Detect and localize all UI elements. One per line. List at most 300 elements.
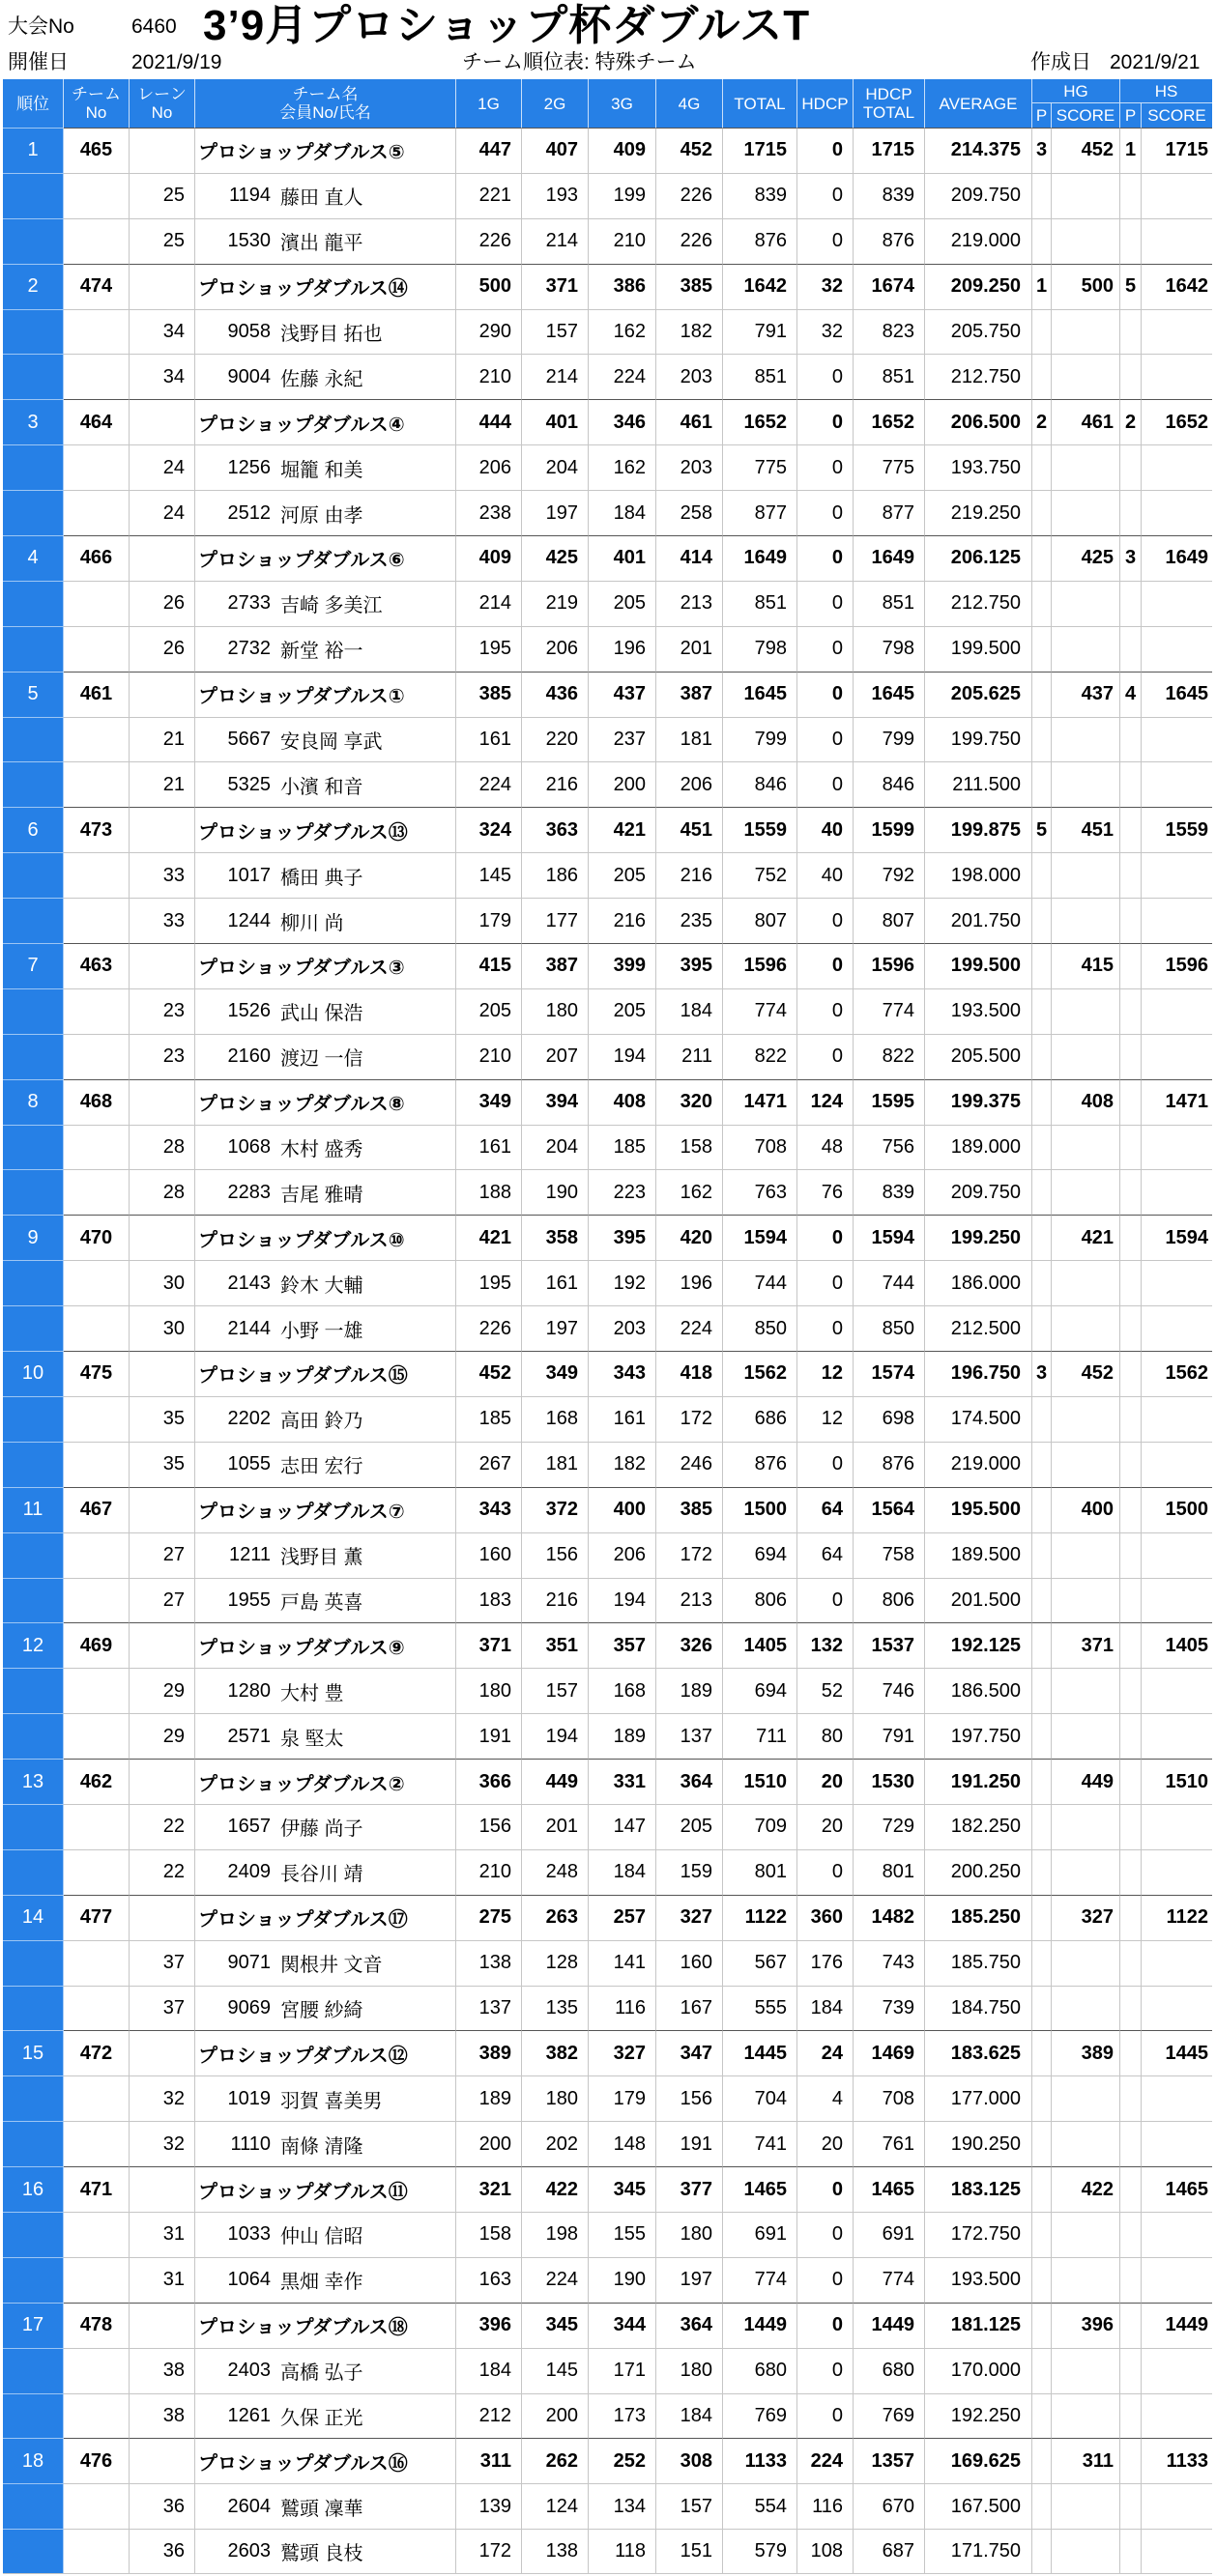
game4-score-cell: 418 — [656, 1351, 723, 1396]
member-row — [3, 444, 1212, 490]
col-hs-score-label: SCORE — [1147, 106, 1206, 125]
average-cell: 199.500 — [925, 943, 1032, 988]
member-name: 吉尾 雅晴 — [280, 1184, 363, 1206]
hdcp-cell: 0 — [797, 2166, 854, 2212]
member-name: 渡辺 一信 — [280, 1048, 363, 1071]
total-score-cell: 876 — [723, 1442, 797, 1487]
hdcp-cell: 0 — [797, 1442, 854, 1487]
rank-cell — [3, 2075, 64, 2121]
game2-score-cell: 181 — [522, 1442, 589, 1487]
hs-score-cell — [1142, 2483, 1212, 2529]
rank-cell — [3, 581, 64, 626]
col-hg-place-label: P — [1035, 106, 1048, 125]
hs-place-cell — [1120, 2030, 1142, 2075]
hdcp-total-cell: 698 — [854, 1396, 925, 1442]
game3-score-cell: 171 — [589, 2348, 656, 2393]
game4-score-cell: 197 — [656, 2257, 723, 2303]
hg-place-cell — [1032, 1804, 1052, 1849]
rank-cell — [3, 1940, 64, 1986]
hs-score-cell: 1715 — [1142, 128, 1212, 173]
hg-score-cell: 415 — [1052, 943, 1120, 988]
hs-score-cell — [1142, 761, 1212, 807]
hs-place-cell: 5 — [1120, 264, 1142, 309]
team-no-cell: 471 — [64, 2166, 130, 2212]
member-row — [3, 898, 1212, 943]
hs-score-cell: 1649 — [1142, 535, 1212, 581]
hs-place-cell — [1120, 2348, 1142, 2393]
game4-score-cell: 182 — [656, 309, 723, 355]
game4-score-cell: 226 — [656, 218, 723, 264]
game2-score-cell: 200 — [522, 2393, 589, 2439]
report-header — [0, 0, 1216, 79]
team-ranking-table — [3, 79, 1212, 2574]
game2-score-cell: 180 — [522, 2075, 589, 2121]
team-no-cell: 463 — [64, 943, 130, 988]
lane-no-cell: 38 — [130, 2348, 195, 2393]
total-score-cell: 769 — [723, 2393, 797, 2439]
team-no-cell — [64, 1578, 130, 1623]
hg-place-cell — [1032, 1849, 1052, 1895]
hs-place-cell — [1120, 1895, 1142, 1940]
member-name: 佐藤 永紀 — [280, 368, 363, 390]
col-game3 — [589, 79, 656, 128]
hg-score-cell: 408 — [1052, 1079, 1120, 1125]
team-row — [3, 672, 1212, 717]
lane-no-cell: 34 — [130, 354, 195, 399]
average-cell: 195.500 — [925, 1487, 1032, 1532]
lane-no-cell — [130, 1079, 195, 1125]
hg-score-cell: 437 — [1052, 672, 1120, 717]
total-score-cell: 1122 — [723, 1895, 797, 1940]
hs-score-cell — [1142, 2121, 1212, 2166]
member-name: 濱出 龍平 — [280, 233, 363, 255]
game1-score-cell: 206 — [456, 444, 522, 490]
hdcp-cell: 124 — [797, 1079, 854, 1125]
team-no-cell — [64, 761, 130, 807]
hdcp-total-cell: 769 — [854, 2393, 925, 2439]
team-no-cell — [64, 444, 130, 490]
game3-score-cell: 190 — [589, 2257, 656, 2303]
member-name: 橋田 典子 — [280, 867, 363, 889]
game1-score-cell: 452 — [456, 1351, 522, 1396]
member-name: 鷲頭 良枝 — [280, 2543, 363, 2565]
hg-score-cell — [1052, 1305, 1120, 1351]
lane-no-cell: 36 — [130, 2483, 195, 2529]
hg-score-cell — [1052, 1578, 1120, 1623]
game2-score-cell: 177 — [522, 898, 589, 943]
hdcp-cell: 0 — [797, 626, 854, 672]
hg-score-cell — [1052, 581, 1120, 626]
col-high-series — [1120, 79, 1212, 103]
hg-score-cell — [1052, 1668, 1120, 1713]
game2-score-cell: 204 — [522, 1125, 589, 1170]
hg-score-cell — [1052, 1442, 1120, 1487]
average-cell: 170.000 — [925, 2348, 1032, 2393]
member-name: 高田 鈴乃 — [280, 1411, 363, 1433]
game2-score-cell: 161 — [522, 1260, 589, 1305]
hg-place-cell — [1032, 490, 1052, 535]
game1-score-cell: 415 — [456, 943, 522, 988]
average-cell: 200.250 — [925, 1849, 1032, 1895]
game1-score-cell: 290 — [456, 309, 522, 355]
hg-place-cell — [1032, 1215, 1052, 1260]
game2-score-cell: 394 — [522, 1079, 589, 1125]
lane-no-cell: 32 — [130, 2075, 195, 2121]
lane-no-cell: 37 — [130, 1940, 195, 1986]
team-no-cell — [64, 1034, 130, 1079]
rank-cell — [3, 717, 64, 762]
game2-score-cell: 197 — [522, 1305, 589, 1351]
game1-score-cell: 156 — [456, 1804, 522, 1849]
member-cell — [195, 898, 456, 943]
team-no-cell — [64, 2257, 130, 2303]
hdcp-total-cell: 774 — [854, 2257, 925, 2303]
member-row — [3, 2121, 1212, 2166]
col-name-line1: チーム名 — [292, 85, 359, 103]
game3-score-cell: 400 — [589, 1487, 656, 1532]
hs-score-cell — [1142, 2075, 1212, 2121]
total-score-cell: 775 — [723, 444, 797, 490]
member-name: 武山 保浩 — [280, 1003, 363, 1025]
hg-place-cell — [1032, 354, 1052, 399]
col-game4 — [656, 79, 723, 128]
hs-score-cell — [1142, 852, 1212, 898]
member-cell — [195, 761, 456, 807]
member-no: 2409 — [227, 1861, 271, 1883]
game1-score-cell: 180 — [456, 1668, 522, 1713]
hdcp-total-cell: 792 — [854, 852, 925, 898]
total-score-cell: 798 — [723, 626, 797, 672]
member-no: 1526 — [227, 1000, 271, 1022]
hdcp-cell: 0 — [797, 490, 854, 535]
hs-score-cell — [1142, 1849, 1212, 1895]
hg-place-cell — [1032, 2348, 1052, 2393]
member-no: 2143 — [227, 1272, 271, 1294]
game2-score-cell: 128 — [522, 1940, 589, 1986]
col-game1 — [456, 79, 522, 128]
game2-score-cell: 204 — [522, 444, 589, 490]
hdcp-cell: 0 — [797, 2393, 854, 2439]
game1-score-cell: 343 — [456, 1487, 522, 1532]
lane-no-cell: 21 — [130, 717, 195, 762]
lane-no-cell: 23 — [130, 988, 195, 1034]
game3-score-cell: 173 — [589, 2393, 656, 2439]
game1-score-cell: 238 — [456, 490, 522, 535]
team-no-cell: 476 — [64, 2438, 130, 2483]
hs-place-cell — [1120, 444, 1142, 490]
member-no: 1657 — [227, 1816, 271, 1838]
game1-score-cell: 396 — [456, 2303, 522, 2348]
team-no-cell — [64, 2348, 130, 2393]
member-cell — [195, 1578, 456, 1623]
total-score-cell: 752 — [723, 852, 797, 898]
hg-score-cell — [1052, 490, 1120, 535]
rank-cell: 2 — [3, 264, 64, 309]
member-row — [3, 1442, 1212, 1487]
col-game2-label: 2G — [543, 94, 566, 113]
hg-score-cell: 500 — [1052, 264, 1120, 309]
average-cell: 193.750 — [925, 444, 1032, 490]
hg-place-cell — [1032, 173, 1052, 218]
average-cell: 171.750 — [925, 2529, 1032, 2574]
hg-score-cell: 451 — [1052, 807, 1120, 852]
game4-score-cell: 385 — [656, 1487, 723, 1532]
game4-score-cell: 377 — [656, 2166, 723, 2212]
hg-place-cell — [1032, 535, 1052, 581]
member-row — [3, 1532, 1212, 1578]
game1-score-cell: 500 — [456, 264, 522, 309]
game3-score-cell: 421 — [589, 807, 656, 852]
hs-place-cell — [1120, 2393, 1142, 2439]
team-name-cell: プロショップダブルス⑬ — [195, 807, 456, 852]
game4-score-cell: 203 — [656, 354, 723, 399]
team-row — [3, 1215, 1212, 1260]
hdcp-cell: 108 — [797, 2529, 854, 2574]
hs-place-cell — [1120, 1169, 1142, 1215]
hg-place-cell — [1032, 672, 1052, 717]
member-cell — [195, 581, 456, 626]
member-cell — [195, 2393, 456, 2439]
team-no-cell: 465 — [64, 128, 130, 173]
team-no-cell — [64, 309, 130, 355]
hs-place-cell — [1120, 2257, 1142, 2303]
hs-place-cell — [1120, 173, 1142, 218]
member-cell — [195, 1442, 456, 1487]
game4-score-cell: 364 — [656, 1759, 723, 1804]
game1-score-cell: 158 — [456, 2212, 522, 2257]
game4-score-cell: 347 — [656, 2030, 723, 2075]
col-hs-place-label: P — [1124, 106, 1137, 125]
rank-cell: 13 — [3, 1759, 64, 1804]
game4-score-cell: 205 — [656, 1804, 723, 1849]
member-row — [3, 1578, 1212, 1623]
game3-score-cell: 200 — [589, 761, 656, 807]
member-row — [3, 1986, 1212, 2031]
rank-cell: 1 — [3, 128, 64, 173]
lane-no-cell: 31 — [130, 2212, 195, 2257]
hdcp-total-cell: 775 — [854, 444, 925, 490]
total-score-cell: 1596 — [723, 943, 797, 988]
member-cell — [195, 2257, 456, 2303]
col-rank-label: 順位 — [16, 94, 49, 113]
game1-score-cell: 210 — [456, 1034, 522, 1079]
hs-place-cell — [1120, 2212, 1142, 2257]
member-cell — [195, 1034, 456, 1079]
hdcp-cell: 0 — [797, 672, 854, 717]
lane-no-cell — [130, 807, 195, 852]
lane-no-cell: 28 — [130, 1169, 195, 1215]
member-name: 新堂 裕一 — [280, 641, 363, 663]
hg-place-cell: 2 — [1032, 399, 1052, 444]
hdcp-cell: 0 — [797, 2212, 854, 2257]
team-no-cell — [64, 717, 130, 762]
game4-score-cell: 184 — [656, 988, 723, 1034]
game1-score-cell: 275 — [456, 1895, 522, 1940]
hdcp-cell: 0 — [797, 2257, 854, 2303]
col-hdcp-total-line1: HDCP — [865, 85, 912, 103]
hdcp-cell: 0 — [797, 2303, 854, 2348]
game1-score-cell: 139 — [456, 2483, 522, 2529]
game4-score-cell: 172 — [656, 1532, 723, 1578]
hdcp-total-cell: 1530 — [854, 1759, 925, 1804]
game1-score-cell: 189 — [456, 2075, 522, 2121]
average-cell: 212.750 — [925, 581, 1032, 626]
hg-score-cell — [1052, 1986, 1120, 2031]
game1-score-cell: 212 — [456, 2393, 522, 2439]
team-name-cell: プロショップダブルス⑰ — [195, 1895, 456, 1940]
hs-score-cell — [1142, 444, 1212, 490]
game2-score-cell: 422 — [522, 2166, 589, 2212]
total-score-cell: 850 — [723, 1305, 797, 1351]
member-name: 関根井 文音 — [280, 1955, 383, 1977]
member-row — [3, 173, 1212, 218]
game1-score-cell: 161 — [456, 1125, 522, 1170]
hdcp-total-cell: 680 — [854, 2348, 925, 2393]
member-no: 9071 — [227, 1952, 271, 1974]
hg-place-cell — [1032, 1125, 1052, 1170]
hdcp-cell: 0 — [797, 218, 854, 264]
total-score-cell: 846 — [723, 761, 797, 807]
game2-score-cell: 436 — [522, 672, 589, 717]
total-score-cell: 686 — [723, 1396, 797, 1442]
member-no: 2571 — [227, 1725, 271, 1747]
game1-score-cell: 385 — [456, 672, 522, 717]
member-no: 2733 — [227, 592, 271, 615]
hs-place-cell — [1120, 761, 1142, 807]
col-high-game — [1032, 79, 1120, 103]
hg-place-cell — [1032, 1713, 1052, 1759]
average-cell: 190.250 — [925, 2121, 1032, 2166]
lane-no-cell: 35 — [130, 1396, 195, 1442]
average-cell: 205.750 — [925, 309, 1032, 355]
hdcp-cell: 0 — [797, 1305, 854, 1351]
hg-place-cell — [1032, 2166, 1052, 2212]
game4-score-cell: 326 — [656, 1622, 723, 1668]
member-name: 鈴木 大輔 — [280, 1274, 363, 1297]
game2-score-cell: 248 — [522, 1849, 589, 1895]
game4-score-cell: 157 — [656, 2483, 723, 2529]
game2-score-cell: 190 — [522, 1169, 589, 1215]
game4-score-cell: 320 — [656, 1079, 723, 1125]
rank-cell — [3, 173, 64, 218]
member-cell — [195, 2348, 456, 2393]
hs-place-cell — [1120, 1940, 1142, 1986]
game4-score-cell: 206 — [656, 761, 723, 807]
member-row — [3, 626, 1212, 672]
member-cell — [195, 2121, 456, 2166]
rank-cell: 17 — [3, 2303, 64, 2348]
team-row — [3, 1759, 1212, 1804]
total-score-cell: 694 — [723, 1532, 797, 1578]
game2-score-cell: 349 — [522, 1351, 589, 1396]
average-cell: 192.125 — [925, 1622, 1032, 1668]
total-score-cell: 799 — [723, 717, 797, 762]
member-name: 浅野目 薫 — [280, 1547, 363, 1569]
hdcp-total-cell: 1465 — [854, 2166, 925, 2212]
hg-score-cell — [1052, 2121, 1120, 2166]
hdcp-total-cell: 756 — [854, 1125, 925, 1170]
hdcp-cell: 0 — [797, 399, 854, 444]
team-row — [3, 1079, 1212, 1125]
member-cell — [195, 444, 456, 490]
hs-place-cell — [1120, 1034, 1142, 1079]
team-row — [3, 1895, 1212, 1940]
member-no: 5667 — [227, 729, 271, 751]
member-name: 泉 堅太 — [280, 1728, 344, 1750]
game4-score-cell: 203 — [656, 444, 723, 490]
hdcp-total-cell: 1645 — [854, 672, 925, 717]
lane-no-cell — [130, 2030, 195, 2075]
average-cell: 196.750 — [925, 1351, 1032, 1396]
member-no: 5325 — [227, 773, 271, 795]
member-name: 宮腰 紗綺 — [280, 1999, 363, 2021]
member-no: 1211 — [228, 1544, 271, 1566]
game3-score-cell: 205 — [589, 581, 656, 626]
hg-place-cell — [1032, 1487, 1052, 1532]
hdcp-total-cell: 791 — [854, 1713, 925, 1759]
game2-score-cell: 168 — [522, 1396, 589, 1442]
average-cell: 209.750 — [925, 1169, 1032, 1215]
rank-cell: 5 — [3, 672, 64, 717]
team-no-cell — [64, 1396, 130, 1442]
member-cell — [195, 1849, 456, 1895]
hs-place-cell: 1 — [1120, 128, 1142, 173]
member-no: 1055 — [227, 1453, 271, 1475]
hg-place-cell: 3 — [1032, 1351, 1052, 1396]
lane-no-cell: 24 — [130, 444, 195, 490]
rank-cell: 15 — [3, 2030, 64, 2075]
team-name-cell: プロショップダブルス② — [195, 1759, 456, 1804]
member-name: 木村 盛秀 — [280, 1139, 363, 1161]
hg-score-cell — [1052, 2529, 1120, 2574]
hdcp-cell: 0 — [797, 1215, 854, 1260]
total-score-cell: 1465 — [723, 2166, 797, 2212]
average-cell: 183.625 — [925, 2030, 1032, 2075]
game4-score-cell: 327 — [656, 1895, 723, 1940]
col-hdcp-total — [854, 79, 925, 128]
lane-no-cell: 32 — [130, 2121, 195, 2166]
team-no-cell — [64, 1986, 130, 2031]
game1-score-cell: 221 — [456, 173, 522, 218]
total-score-cell: 851 — [723, 354, 797, 399]
hdcp-cell: 4 — [797, 2075, 854, 2121]
hs-place-cell — [1120, 807, 1142, 852]
team-row — [3, 128, 1212, 173]
average-cell: 198.000 — [925, 852, 1032, 898]
lane-no-cell — [130, 1487, 195, 1532]
team-row — [3, 1487, 1212, 1532]
hdcp-cell: 0 — [797, 444, 854, 490]
game3-score-cell: 205 — [589, 988, 656, 1034]
member-cell — [195, 1713, 456, 1759]
total-score-cell: 1471 — [723, 1079, 797, 1125]
rank-cell — [3, 354, 64, 399]
hg-place-cell: 3 — [1032, 128, 1052, 173]
hdcp-total-cell: 1674 — [854, 264, 925, 309]
hs-score-cell: 1596 — [1142, 943, 1212, 988]
total-score-cell: 1559 — [723, 807, 797, 852]
rank-cell — [3, 2121, 64, 2166]
team-no-cell: 475 — [64, 1351, 130, 1396]
game3-score-cell: 185 — [589, 1125, 656, 1170]
lane-no-cell: 21 — [130, 761, 195, 807]
col-high-game-label: HG — [1063, 81, 1088, 100]
member-name: 高橋 弘子 — [280, 2362, 363, 2385]
hg-score-cell: 371 — [1052, 1622, 1120, 1668]
hs-place-cell — [1120, 581, 1142, 626]
lane-no-cell: 22 — [130, 1849, 195, 1895]
hs-score-cell: 1445 — [1142, 2030, 1212, 2075]
